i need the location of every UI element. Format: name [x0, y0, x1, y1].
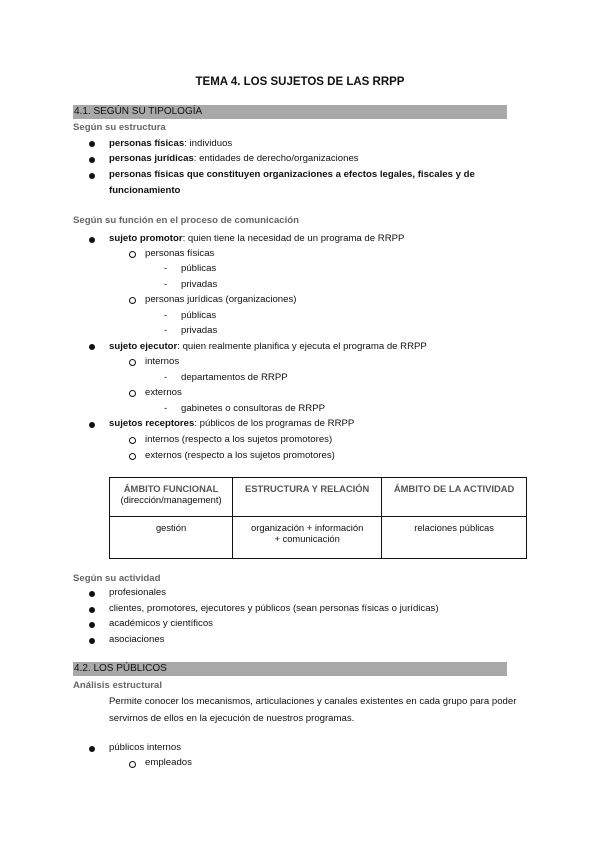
list-item-ejecutor: sujeto ejecutor: quien realmente planifica y ejecuta el programa de RRPP — [109, 341, 427, 352]
list-item: personas físicas: individuos — [109, 138, 233, 149]
subheading-actividad: Según su actividad — [73, 573, 161, 584]
list-item: académicos y científicos — [109, 618, 213, 629]
list-item-continuation: funcionamiento — [109, 185, 181, 196]
list-item: internos — [145, 356, 180, 367]
table-cell: organización + información + comunicación — [233, 517, 382, 559]
bullet-icon — [89, 173, 95, 179]
paragraph: Permite conocer los mecanismos, articulaciones y canales existentes en cada grupo para poder servirnos de ellos en la ejecución de nuestros programas. — [109, 696, 517, 724]
circle-bullet-icon — [129, 437, 136, 444]
circle-bullet-icon — [129, 297, 136, 304]
circle-bullet-icon — [129, 251, 136, 258]
list-item: gabinetes o consultoras de RRPP — [181, 403, 325, 414]
bullet-icon — [89, 638, 95, 644]
list-item: públicas — [181, 263, 217, 274]
dash-icon: - — [164, 325, 168, 336]
dash-icon: - — [164, 310, 168, 321]
table-header-cell: ÁMBITO DE LA ACTIVIDAD — [382, 478, 527, 517]
table-cell: gestión — [110, 517, 233, 559]
table-row — [110, 517, 527, 559]
circle-bullet-icon — [129, 359, 136, 366]
bullet-icon — [89, 591, 95, 597]
circle-bullet-icon — [129, 761, 136, 768]
ambito-table — [109, 477, 527, 559]
bullet-icon — [89, 141, 95, 147]
list-item-receptores: sujetos receptores: públicos de los programas de RRPP — [109, 418, 355, 429]
bullet-icon — [89, 746, 95, 752]
list-item: personas físicas — [145, 248, 215, 259]
list-item: profesionales — [109, 587, 167, 598]
list-item: externos — [145, 387, 182, 398]
dash-icon: - — [164, 403, 168, 414]
table-header-cell: ÁMBITO FUNCIONAL (dirección/management) — [110, 478, 233, 517]
list-item: personas jurídicas (organizaciones) — [145, 294, 297, 305]
page-title: TEMA 4. LOS SUJETOS DE LAS RRPP — [195, 76, 405, 88]
bullet-icon — [89, 344, 95, 350]
list-item-promotor: sujeto promotor: quien tiene la necesidad de un programa de RRPP — [109, 233, 405, 244]
section-heading-tipologia: 4.1. SEGÚN SU TIPOLOGÍA — [73, 105, 507, 119]
dash-icon: - — [164, 372, 168, 383]
list-item: empleados — [145, 757, 192, 768]
list-item: privadas — [181, 279, 218, 290]
list-item: departamentos de RRPP — [181, 372, 288, 383]
list-item: internos (respecto a los sujetos promotores) — [145, 434, 333, 445]
list-item: asociaciones — [109, 634, 165, 645]
list-item: clientes, promotores, ejecutores y públicos (sean personas físicas o jurídicas) — [109, 603, 439, 614]
list-item: públicos internos — [109, 742, 181, 753]
list-item: personas físicas que constituyen organizaciones a efectos legales, fiscales y de — [109, 169, 475, 180]
subheading-analisis: Análisis estructural — [73, 680, 163, 691]
circle-bullet-icon — [129, 453, 136, 460]
table-cell: relaciones públicas — [382, 517, 527, 559]
bullet-icon — [89, 607, 95, 613]
list-item: personas jurídicas: entidades de derecho/organizaciones — [109, 153, 359, 164]
list-item: públicas — [181, 310, 217, 321]
list-item: privadas — [181, 325, 218, 336]
table-header-cell: ESTRUCTURA Y RELACIÓN — [233, 478, 382, 517]
bullet-icon — [89, 157, 95, 163]
bullet-icon — [89, 422, 95, 428]
list-item: externos (respecto a los sujetos promotores) — [145, 450, 335, 461]
bullet-icon — [89, 237, 95, 243]
table-header-row — [110, 478, 527, 517]
bullet-icon — [89, 622, 95, 628]
subheading-estructura: Según su estructura — [73, 122, 166, 133]
subheading-funcion: Según su función en el proceso de comunicación — [73, 215, 300, 226]
section-heading-publicos: 4.2. LOS PÚBLICOS — [73, 662, 507, 676]
dash-icon: - — [164, 279, 168, 290]
circle-bullet-icon — [129, 390, 136, 397]
dash-icon: - — [164, 263, 168, 274]
